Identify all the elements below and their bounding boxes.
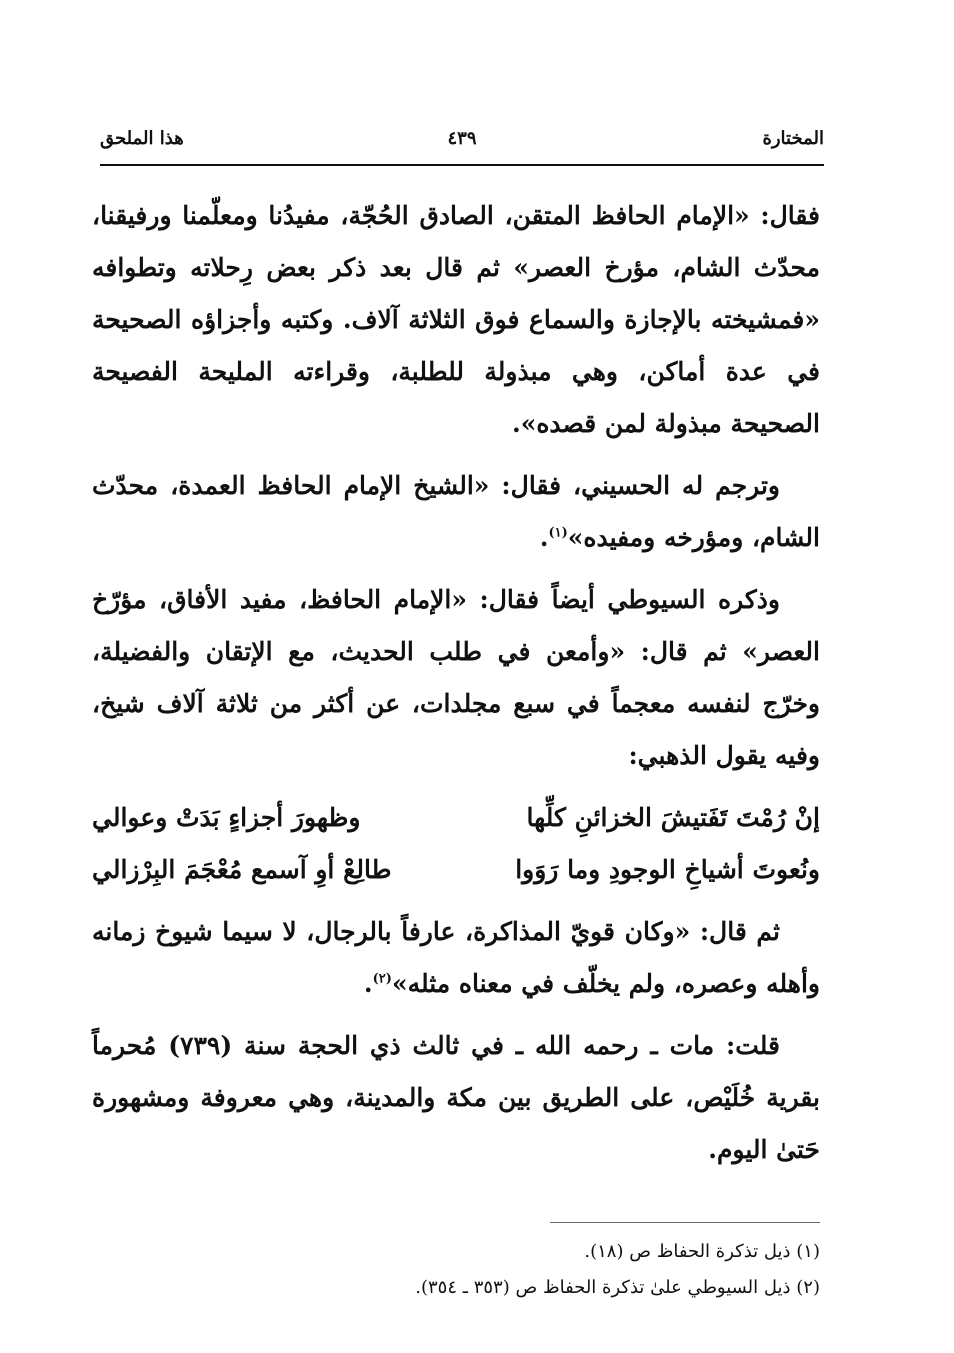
paragraph-husayni xyxy=(92,460,820,564)
main-text xyxy=(92,190,820,1186)
footnote-2: (٢) ذيل السيوطي علىٰ تذكرة الحفاظ ص (٣٥٣ ـ ٣٥٤). xyxy=(415,1277,820,1298)
verse-second-hemistich: وظهورَ أجزاءٍ بَدَتْ وعوالي xyxy=(92,803,361,832)
paragraph-husayni-end: . xyxy=(539,523,549,552)
running-title-right: المختارة xyxy=(762,128,824,149)
verse-second-hemistich: طالِعْ أوِ آسمع مُعْجَمَ البِرْزالي xyxy=(92,855,392,884)
paragraph-suyuti-continued-text: ثم قال: «وكان قويّ المذاكرة، عارفاً بالرجال، لا سيما شيوخ زمانه وأهله وعصره، ولم يخلّف في معناه مثله» xyxy=(92,917,820,998)
poem-verse xyxy=(92,792,820,844)
running-title-left: هذا الملحق xyxy=(100,128,184,149)
paragraph-suyuti-continued xyxy=(92,906,820,1010)
verse-first-hemistich: إنْ رُمْتَ تَفَتيشَ الخزائنِ كلِّها xyxy=(526,803,820,832)
paragraph-husayni-text: وترجم له الحسيني، فقال: «الشيخ الإمام الحافظ العمدة، محدّث الشام، ومؤرخه ومفيده» xyxy=(92,471,820,552)
verse-first-hemistich: ونُعوتَ أشياخِ الوجودِ وما رَوَوا xyxy=(515,855,820,884)
poem xyxy=(92,792,820,896)
footnote-divider xyxy=(550,1222,820,1223)
poem-verse xyxy=(92,844,820,896)
paragraph-death: قلت: مات ـ رحمه الله ـ في ثالث ذي الحجة سنة (٧٣٩) مُحرماً بقرية خُلَيْص، على الطريق بين مكة والمدينة، وهي معروفة ومشهورة حَتىٰ اليوم. xyxy=(92,1031,820,1164)
footnote-ref-1: (١) xyxy=(548,525,568,541)
header-divider xyxy=(100,164,824,166)
paragraph-dhahabi-quote: فقال: «الإمام الحافظ المتقن، الصادق الحُجّة، مفيدُنا ومعلّمنا ورفيقنا، محدّث الشام، مؤرخ العصر» ثم قال بعد ذكر بعض رِحلاته وتطوافه «فمشيخته بالإجازة والسماع فوق الثلاثة آلاف. وكتبه وأجزاؤه الصحيحة في عدة أماكن، وهي مبذولة للطلبة، وقراءته المليحة الفصيحة الصحيحة مبذولة لمن قصده». xyxy=(92,201,820,438)
footnotes xyxy=(130,1234,820,1306)
paragraph-suyuti: وذكره السيوطي أيضاً فقال: «الإمام الحافظ، مفيد الأفاق، مؤرّخ العصر» ثم قال: «وأمعن في طلب الحديث، مع الإتقان والفضيلة، وخرّج لنفسه معجماً في سبع مجلدات، عن أكثر من ثلاثة آلاف شيخ، وفيه يقول الذهبي: xyxy=(92,585,820,770)
page-header xyxy=(100,128,824,164)
paragraph-suyuti-continued-end: . xyxy=(363,969,373,998)
footnote-ref-2: (٢) xyxy=(372,971,392,987)
footnote-1: (١) ذيل تذكرة الحفاظ ص (١٨). xyxy=(584,1241,820,1262)
page-number: ٤٣٩ xyxy=(447,128,477,149)
